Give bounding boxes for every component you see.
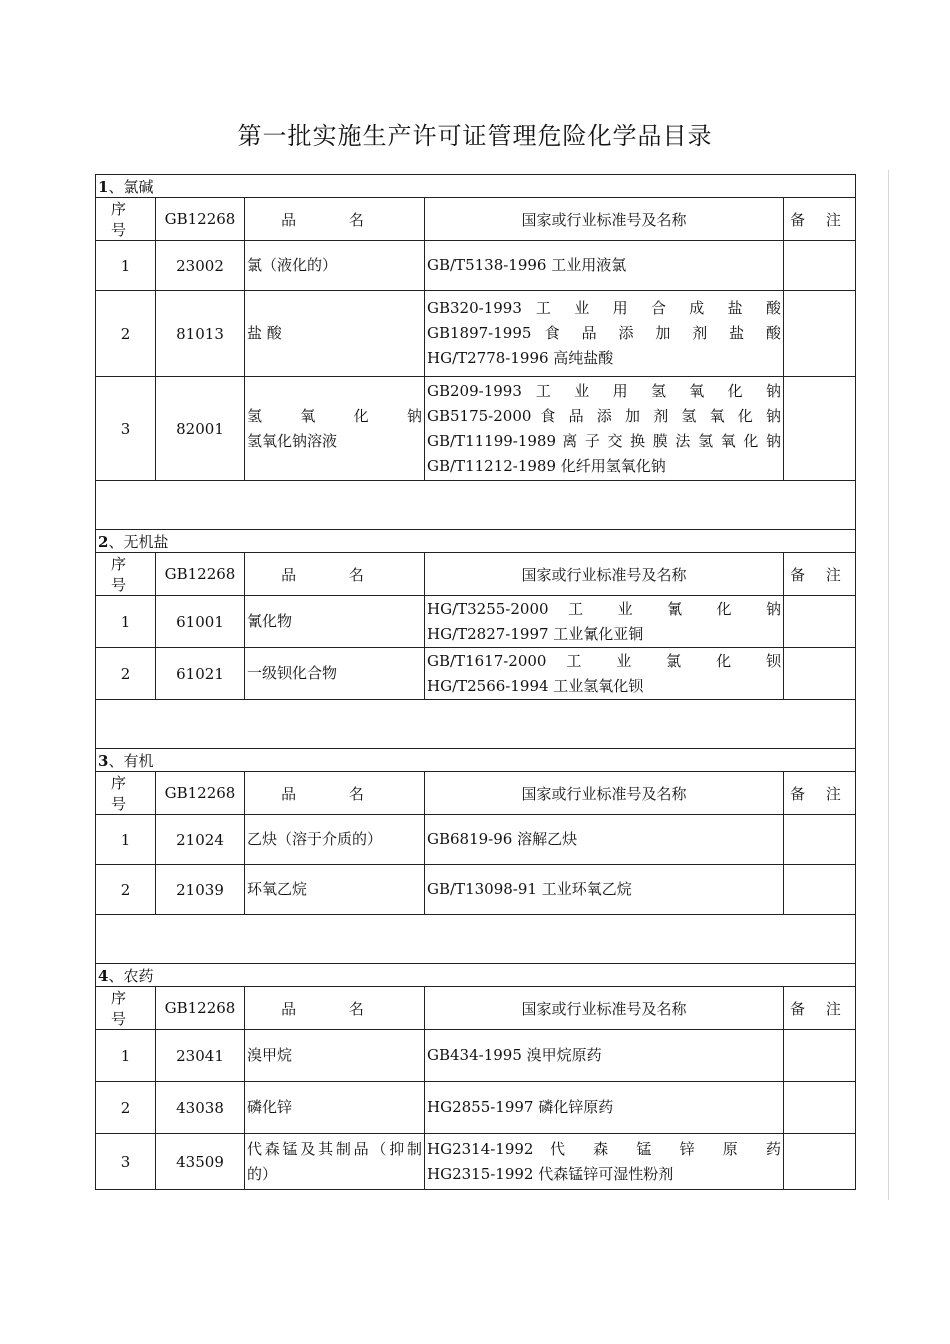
row-remark <box>784 815 856 865</box>
table-row <box>96 377 856 481</box>
header-code: GB12268 <box>156 198 245 241</box>
row-code: 43038 <box>156 1082 245 1134</box>
standard-line: HG/T2566-1994 工业氢氧化钡 <box>427 676 644 695</box>
standard-line: HG/T2827-1997 工业氰化亚铜 <box>427 624 644 643</box>
row-code: 61001 <box>156 596 245 648</box>
row-name <box>245 291 425 377</box>
row-name-line: 一级钡化合物 <box>247 664 338 682</box>
section-title <box>96 175 856 198</box>
header-seq: 序 号 <box>96 553 156 596</box>
row-name-line: 溴甲烷 <box>247 1046 293 1064</box>
row-remark <box>784 241 856 291</box>
row-name <box>245 1082 425 1134</box>
standard-line: GB/T11212-1989 化纤用氢氧化钠 <box>427 456 666 475</box>
table-row <box>96 815 856 865</box>
row-name <box>245 1134 425 1190</box>
row-name <box>245 1030 425 1082</box>
row-seq: 2 <box>96 648 156 700</box>
row-code: 21039 <box>156 865 245 915</box>
row-name-line: 乙炔（溶于介质的） <box>247 830 383 848</box>
row-remark <box>784 1082 856 1134</box>
row-standards <box>425 596 784 648</box>
section-label: 、农药 <box>108 966 154 985</box>
row-code: 23041 <box>156 1030 245 1082</box>
row-remark <box>784 648 856 700</box>
row-name <box>245 241 425 291</box>
row-standards <box>425 241 784 291</box>
section-row <box>96 964 856 987</box>
row-standards <box>425 377 784 481</box>
standard-line: HG/T3255-2000 工 业 氰 化 钠 <box>427 599 781 618</box>
standard-line: GB/T1617-2000 工 业 氯 化 钡 <box>427 651 781 670</box>
header-remark: 备 注 <box>784 772 856 815</box>
section-row <box>96 175 856 198</box>
row-seq: 1 <box>96 815 156 865</box>
row-standards <box>425 291 784 377</box>
standard-line: GB6819-96 溶解乙炔 <box>427 830 578 848</box>
header-seq: 序 号 <box>96 198 156 241</box>
header-code: GB12268 <box>156 987 245 1030</box>
row-remark <box>784 1030 856 1082</box>
blank-cell <box>96 481 856 530</box>
row-name <box>245 648 425 700</box>
row-seq: 1 <box>96 1030 156 1082</box>
row-name-line: 氯（液化的） <box>247 256 338 274</box>
row-name-line: 的） <box>247 1164 278 1183</box>
row-name-line: 磷化锌 <box>247 1098 293 1116</box>
row-name <box>245 815 425 865</box>
row-name-line: 氢氧化钠溶液 <box>247 431 338 450</box>
section-number: 2 <box>98 532 109 551</box>
section-label: 、无机盐 <box>108 532 169 551</box>
section-number: 3 <box>98 751 109 770</box>
header-name: 品 名 <box>245 553 425 596</box>
standard-line: HG2315-1992 代森锰锌可湿性粉剂 <box>427 1164 674 1183</box>
table-row <box>96 596 856 648</box>
row-name <box>245 596 425 648</box>
row-remark <box>784 291 856 377</box>
row-seq: 1 <box>96 596 156 648</box>
section-label: 、有机 <box>108 751 154 770</box>
row-seq: 2 <box>96 865 156 915</box>
standard-line: GB/T11199-1989 离 子 交 换 膜 法 氢 氧 化 钠 <box>427 431 781 450</box>
header-seq: 序 号 <box>96 772 156 815</box>
header-name: 品 名 <box>245 772 425 815</box>
table-row <box>96 648 856 700</box>
row-seq: 3 <box>96 1134 156 1190</box>
standard-line: GB320-1993 工 业 用 合 成 盐 酸 <box>427 299 781 317</box>
row-name-line: 代森锰及其制品（抑制 <box>247 1139 422 1158</box>
section-title <box>96 749 856 772</box>
row-standards <box>425 815 784 865</box>
row-code: 43509 <box>156 1134 245 1190</box>
row-seq: 3 <box>96 377 156 481</box>
header-remark: 备 注 <box>784 553 856 596</box>
chemical-catalog-table <box>95 174 856 1190</box>
section-row <box>96 530 856 553</box>
header-code: GB12268 <box>156 772 245 815</box>
blank-row <box>96 481 856 530</box>
table-row <box>96 1082 856 1134</box>
standard-line: HG/T2778-1996 高纯盐酸 <box>427 349 614 367</box>
row-remark <box>784 377 856 481</box>
standard-line: GB434-1995 溴甲烷原药 <box>427 1046 602 1064</box>
page-edge <box>888 170 889 1200</box>
row-code: 81013 <box>156 291 245 377</box>
row-standards <box>425 865 784 915</box>
header-remark: 备 注 <box>784 198 856 241</box>
row-seq: 2 <box>96 1082 156 1134</box>
table-row <box>96 241 856 291</box>
row-standards <box>425 1134 784 1190</box>
blank-cell <box>96 915 856 964</box>
header-seq: 序 号 <box>96 987 156 1030</box>
row-standards <box>425 648 784 700</box>
section-title <box>96 964 856 987</box>
table-row <box>96 1030 856 1082</box>
section-row <box>96 749 856 772</box>
header-standard: 国家或行业标准号及名称 <box>425 198 784 241</box>
header-code: GB12268 <box>156 553 245 596</box>
standard-line: GB209-1993 工 业 用 氢 氧 化 钠 <box>427 381 781 400</box>
standard-line: GB1897-1995 食 品 添 加 剂 盐 酸 <box>427 324 781 342</box>
row-name-line: 氰化物 <box>247 612 293 630</box>
column-header-row <box>96 553 856 596</box>
standard-line: HG2314-1992 代 森 锰 锌 原 药 <box>427 1139 781 1158</box>
section-label: 、氯碱 <box>108 177 154 196</box>
row-name <box>245 377 425 481</box>
blank-row <box>96 700 856 749</box>
header-standard: 国家或行业标准号及名称 <box>425 987 784 1030</box>
header-remark: 备 注 <box>784 987 856 1030</box>
table-row <box>96 1134 856 1190</box>
row-remark <box>784 865 856 915</box>
header-standard: 国家或行业标准号及名称 <box>425 553 784 596</box>
column-header-row <box>96 772 856 815</box>
section-title <box>96 530 856 553</box>
row-name <box>245 865 425 915</box>
column-header-row <box>96 198 856 241</box>
blank-row <box>96 915 856 964</box>
row-standards <box>425 1082 784 1134</box>
row-code: 82001 <box>156 377 245 481</box>
header-standard: 国家或行业标准号及名称 <box>425 772 784 815</box>
row-code: 23002 <box>156 241 245 291</box>
row-name-line: 氢 氧 化 钠 <box>247 406 422 425</box>
section-number: 4 <box>98 966 109 985</box>
blank-cell <box>96 700 856 749</box>
section-number: 1 <box>98 177 109 196</box>
row-seq: 1 <box>96 241 156 291</box>
header-name: 品 名 <box>245 198 425 241</box>
row-standards <box>425 1030 784 1082</box>
standard-line: HG2855-1997 磷化锌原药 <box>427 1098 614 1116</box>
row-code: 61021 <box>156 648 245 700</box>
standard-line: GB/T5138-1996 工业用液氯 <box>427 256 627 274</box>
row-name-line: 环氧乙烷 <box>247 880 308 898</box>
table-row <box>96 291 856 377</box>
header-name: 品 名 <box>245 987 425 1030</box>
row-remark <box>784 596 856 648</box>
row-code: 21024 <box>156 815 245 865</box>
row-seq: 2 <box>96 291 156 377</box>
column-header-row <box>96 987 856 1030</box>
standard-line: GB/T13098-91 工业环氧乙烷 <box>427 880 632 898</box>
page-title: 第一批实施生产许可证管理危险化学品目录 <box>237 122 713 150</box>
table-row <box>96 865 856 915</box>
row-name-line: 盐 酸 <box>247 324 282 342</box>
standard-line: GB5175-2000 食 品 添 加 剂 氢 氧 化 钠 <box>427 406 781 425</box>
row-remark <box>784 1134 856 1190</box>
